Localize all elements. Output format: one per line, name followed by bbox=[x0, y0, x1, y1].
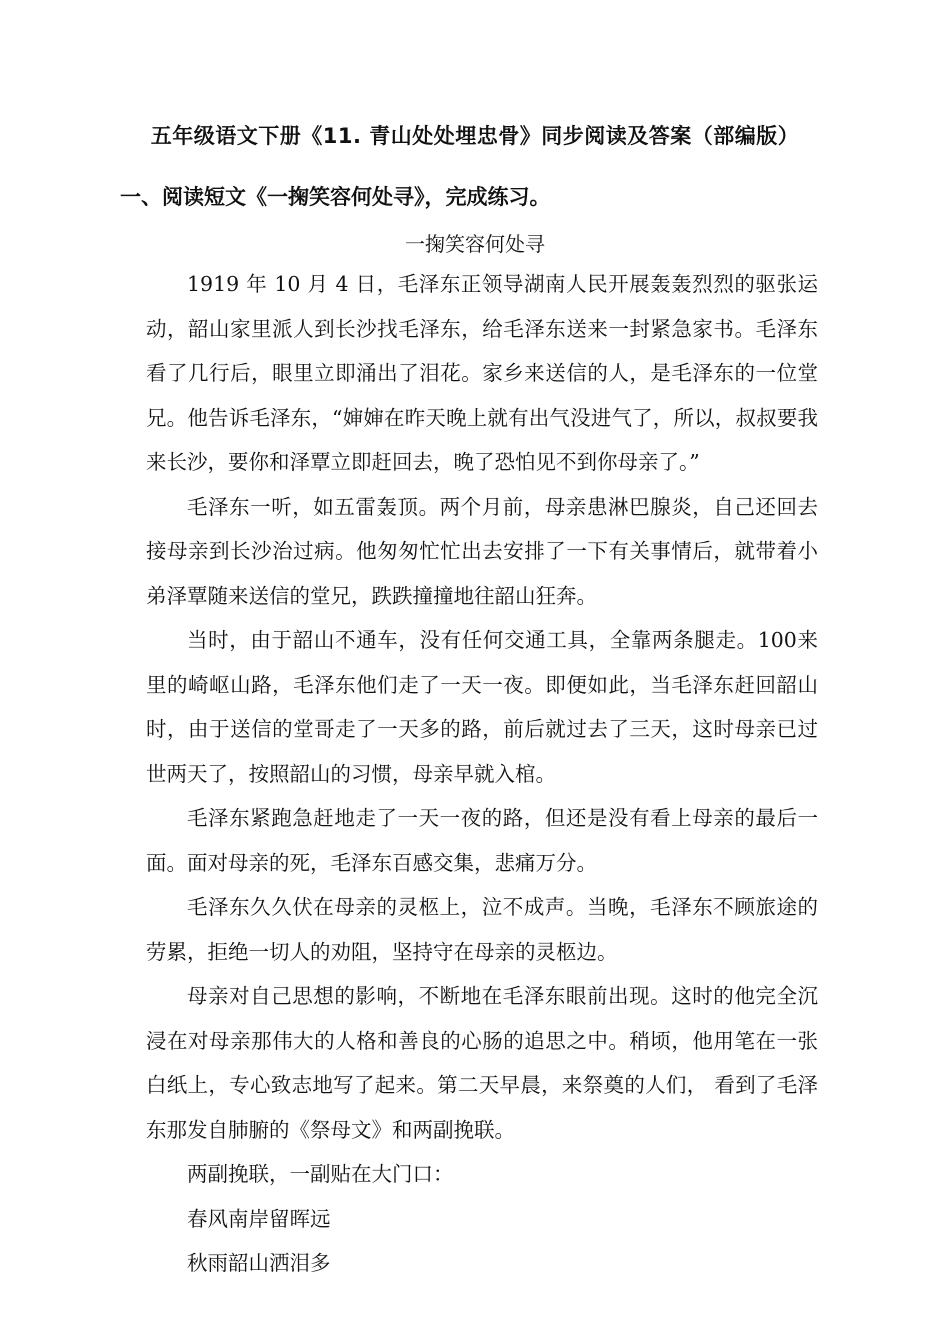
paragraph: 两副挽联，一副贴在大门口： bbox=[187, 1162, 454, 1186]
paragraph: 母亲对自己思想的影响，不断地在毛泽东眼前出现。这时的他完全沉浸在对母亲那伟大的人格和善良的心肠的追思之中。稍顷，他用笔在一张白纸上，专心致志地写了起来。第二天早晨，来祭奠的人们， 看到了毛泽东那发自肺腑的《祭母文》和两副挽联。 bbox=[146, 984, 818, 1142]
paragraph: 毛泽东久久伏在母亲的灵柩上，泣不成声。当晚，毛泽东不顾旅途的劳累，拒绝一切人的劝阻，坚持守在母亲的灵柩边。 bbox=[146, 895, 818, 964]
paragraph: 当时，由于韶山不通车，没有任何交通工具，全靠两条腿走。100来里的崎岖山路，毛泽东他们走了一天一夜。即便如此，当毛泽东赶回韶山时，由于送信的堂哥走了一天多的路，前后就过去了三天，这时母亲已过世两天了，按照韶山的习惯，母亲早就入棺。 bbox=[146, 628, 818, 786]
couplet-line: 秋雨韶山洒泪多 bbox=[187, 1251, 331, 1275]
couplet-line: 春风南岸留晖远 bbox=[187, 1206, 331, 1231]
paragraph: 毛泽东紧跑急赶地走了一天一夜的路，但还是没有看上母亲的最后一面。面对母亲的死，毛泽东百感交集，悲痛万分。 bbox=[146, 806, 818, 875]
story-body bbox=[146, 262, 818, 1286]
paragraph: 毛泽东一听，如五雷轰顶。两个月前，母亲患淋巴腺炎，自己还回去接母亲到长沙治过病。他匆匆忙忙出去安排了一下有关事情后，就带着小弟泽覃随来送信的堂兄，跌跌撞撞地往韶山狂奔。 bbox=[146, 494, 818, 608]
story-title: 一掬笑容何处寻 bbox=[405, 232, 545, 256]
document-title: 五年级语文下册《11. 青山处处埋忠骨》同步阅读及答案（部编版） bbox=[150, 124, 800, 148]
section-heading: 一、阅读短文《一掬笑容何处寻》，完成练习。 bbox=[120, 185, 551, 209]
paragraph: 1919 年 10 月 4 日，毛泽东正领导湖南人民开展轰轰烈烈的驱张运动，韶山家里派人到长沙找毛泽东，给毛泽东送来一封紧急家书。毛泽东看了几行后，眼里立即涌出了泪花。家乡来送信的人，是毛泽东的一位堂兄。他告诉毛泽东，“婶婶在昨天晚上就有出气没进气了，所以，叔叔要我来长沙，要你和泽覃立即赶回去，晚了恐怕见不到你母亲了。” bbox=[146, 272, 818, 474]
